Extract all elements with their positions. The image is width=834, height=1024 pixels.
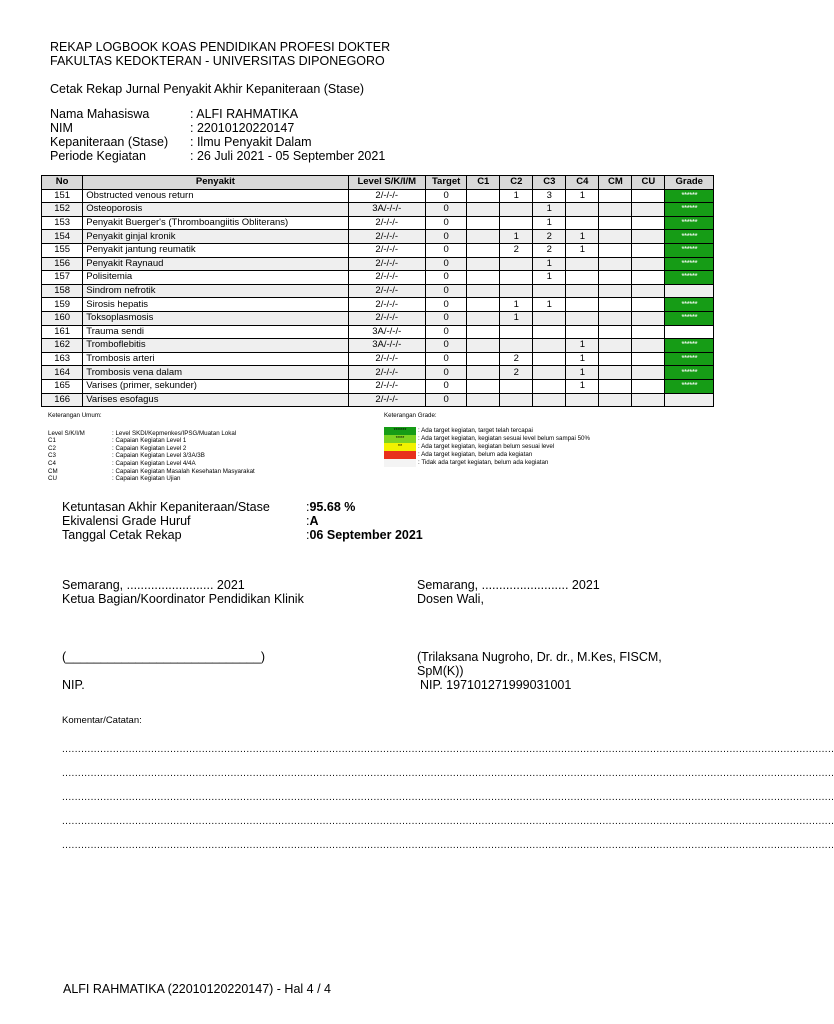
cell-c2: 1 [500,230,533,244]
cell-disease: Penyakit Buerger's (Thromboangiitis Obliterans) [83,216,348,230]
cell-target: 0 [425,284,466,298]
cell-cu [632,379,665,393]
cell-cu [632,203,665,217]
cell-c2 [500,393,533,407]
cell-no: 161 [42,325,83,339]
column-header: C2 [500,176,533,190]
cell-level: 2/-/-/- [348,271,425,285]
cell-c1 [467,393,500,407]
cell-c2 [500,379,533,393]
cell-c1 [467,325,500,339]
header-line-2: FAKULTAS KEDOKTERAN - UNIVERSITAS DIPONEGORO [50,54,385,68]
signature-right-nip: NIP. 197101271999031001 [420,678,572,692]
cell-disease: Varises esofagus [83,393,348,407]
table-row [42,243,714,257]
legend-grade-title: Keterangan Grade: [384,412,437,419]
cell-c3: 1 [533,271,566,285]
cell-c2 [500,257,533,271]
cell-target: 0 [425,311,466,325]
cell-level: 2/-/-/- [348,257,425,271]
cell-level: 2/-/-/- [348,379,425,393]
cell-c3: 2 [533,230,566,244]
info-row [50,107,385,121]
cell-disease: Trombosis vena dalam [83,366,348,380]
cell-no: 157 [42,271,83,285]
signature-left [62,578,304,606]
table-row [42,339,714,353]
result-row [62,514,423,528]
cell-c1 [467,189,500,203]
cell-c1 [467,203,500,217]
legend-desc: : Tidak ada target kegiatan, belum ada kegiatan [418,458,549,466]
cell-c2 [500,339,533,353]
cell-grade: ****** [665,271,714,285]
result-value: A [309,514,319,528]
legend-key: CM [48,467,58,475]
table-row [42,189,714,203]
column-header: Grade [665,176,714,190]
cell-target: 0 [425,339,466,353]
legend-grade-item [384,459,590,467]
legend-desc: : Ada target kegiatan, target telah tercapai [418,426,533,434]
cell-c3: 2 [533,243,566,257]
page-footer: ALFI RAHMATIKA (22010120220147) - Hal 4 / 4 [63,982,331,996]
cell-level: 2/-/-/- [348,393,425,407]
cell-grade: ****** [665,216,714,230]
cell-target: 0 [425,393,466,407]
cell-grade: ****** [665,352,714,366]
cell-cm [599,216,632,230]
cell-cm [599,339,632,353]
disease-table [41,175,714,407]
table-body [42,189,714,407]
cell-grade [665,325,714,339]
cell-c2: 1 [500,311,533,325]
cell-cm [599,352,632,366]
cell-c1 [467,352,500,366]
result-value: 95.68 % [309,500,356,514]
result-colon: : [306,514,310,528]
header-line-1: REKAP LOGBOOK KOAS PENDIDIKAN PROFESI DOKTER [50,40,391,54]
cell-cm [599,271,632,285]
cell-c3 [533,379,566,393]
legend-desc: : Ada target kegiatan, kegiatan belum sesuai level [418,442,555,450]
cell-cm [599,203,632,217]
cell-cu [632,298,665,312]
grade-swatch: ****** [384,427,416,435]
cell-c4 [566,298,599,312]
legend-general-item [48,437,255,445]
cell-c2: 2 [500,366,533,380]
cell-c4: 1 [566,243,599,257]
cell-disease: Trauma sendi [83,325,348,339]
cell-cm [599,379,632,393]
cell-c3: 1 [533,257,566,271]
cell-grade [665,284,714,298]
column-header: Level S/K/I/M [348,176,425,190]
signature-left-place-date: Semarang, ......................... 2021 [62,578,245,592]
cell-cu [632,393,665,407]
result-label: Ekivalensi Grade Huruf [62,514,191,528]
cell-no: 154 [42,230,83,244]
cell-level: 2/-/-/- [348,352,425,366]
cell-cm [599,189,632,203]
cell-cu [632,257,665,271]
cell-cu [632,366,665,380]
cell-c1 [467,366,500,380]
legend-desc: : Level SKDI/Kepmenkes/IPSG/Muatan Lokal [112,429,237,437]
cell-level: 2/-/-/- [348,216,425,230]
legend-general-list [48,430,255,483]
cell-grade: ****** [665,257,714,271]
column-header: C4 [566,176,599,190]
cell-c2: 1 [500,189,533,203]
cell-c4: 1 [566,366,599,380]
info-label: Periode Kegiatan [50,149,146,163]
cell-target: 0 [425,216,466,230]
cell-level: 3A/-/-/- [348,203,425,217]
result-label: Ketuntasan Akhir Kepaniteraan/Stase [62,500,270,514]
legend-general-item [48,475,255,483]
cell-c4 [566,325,599,339]
cell-cu [632,311,665,325]
cell-c1 [467,311,500,325]
column-header: CU [632,176,665,190]
info-value: : 22010120220147 [190,121,295,135]
legend-key: CU [48,475,57,483]
cell-no: 156 [42,257,83,271]
cell-disease: Osteoporosis [83,203,348,217]
cell-grade: ****** [665,230,714,244]
legend-key: C2 [48,444,56,452]
legend-grade-list [384,427,590,467]
cell-no: 159 [42,298,83,312]
table-row [42,393,714,407]
legend-grade-item [384,451,590,459]
cell-cu [632,189,665,203]
cell-cu [632,339,665,353]
table-row [42,298,714,312]
cell-c3: 1 [533,298,566,312]
cell-c4 [566,393,599,407]
legend-desc: : Capaian Kegiatan Ujian [112,475,181,483]
cell-disease: Toksoplasmosis [83,311,348,325]
document-subtitle: Cetak Rekap Jurnal Penyakit Akhir Kepaniteraan (Stase) [50,82,365,96]
table-row [42,311,714,325]
cell-no: 164 [42,366,83,380]
cell-cm [599,325,632,339]
cell-c4 [566,284,599,298]
cell-cu [632,216,665,230]
cell-target: 0 [425,230,466,244]
result-row [62,500,423,514]
cell-c4: 1 [566,352,599,366]
legend-desc: : Capaian Kegiatan Level 2 [112,444,187,452]
comment-label: Komentar/Catatan: [62,715,142,726]
cell-target: 0 [425,243,466,257]
cell-cm [599,366,632,380]
cell-cm [599,243,632,257]
comment-line: ................................................................................................................................................................................................................................................... [62,840,834,851]
signature-left-nip: NIP. [62,678,85,692]
table-row [42,271,714,285]
legend-desc: : Ada target kegiatan, kegiatan sesuai level belum sampai 50% [418,434,590,442]
cell-cm [599,230,632,244]
cell-c3 [533,325,566,339]
cell-grade: ****** [665,243,714,257]
legend-desc: : Capaian Kegiatan Level 4/4A [112,459,196,467]
cell-disease: Varises (primer, sekunder) [83,379,348,393]
cell-c4: 1 [566,339,599,353]
result-summary [62,500,423,542]
legend-grade-item [384,427,590,435]
cell-c4 [566,311,599,325]
cell-disease: Sirosis hepatis [83,298,348,312]
comment-line: ................................................................................................................................................................................................................................................... [62,792,834,803]
legend-key: C3 [48,452,56,460]
table-row [42,366,714,380]
cell-c1 [467,271,500,285]
info-label: NIM [50,121,73,135]
table-row [42,230,714,244]
cell-target: 0 [425,352,466,366]
info-label: Nama Mahasiswa [50,107,150,121]
cell-c2 [500,271,533,285]
legend-general-item [48,430,255,438]
cell-no: 165 [42,379,83,393]
result-row [62,528,423,542]
cell-disease: Tromboflebitis [83,339,348,353]
table-row [42,216,714,230]
info-row [50,135,385,149]
cell-c3 [533,366,566,380]
signature-left-name-line: (____________________________) [62,650,265,664]
cell-c1 [467,284,500,298]
cell-c3: 3 [533,189,566,203]
cell-disease: Penyakit Raynaud [83,257,348,271]
cell-level: 2/-/-/- [348,284,425,298]
cell-grade: ****** [665,339,714,353]
info-value: : Ilmu Penyakit Dalam [190,135,312,149]
legend-grade-item [384,435,590,443]
legend-general-item [48,468,255,476]
legend-general [48,412,255,483]
cell-target: 0 [425,325,466,339]
cell-disease: Penyakit ginjal kronik [83,230,348,244]
cell-c3: 1 [533,203,566,217]
cell-c4: 1 [566,189,599,203]
cell-no: 153 [42,216,83,230]
cell-c4 [566,216,599,230]
cell-c1 [467,216,500,230]
cell-disease: Obstructed venous return [83,189,348,203]
signature-right-name-line-2: SpM(K)) [417,664,464,678]
table-row [42,284,714,298]
cell-target: 0 [425,298,466,312]
cell-c2: 2 [500,243,533,257]
cell-c2 [500,284,533,298]
legend-desc: : Capaian Kegiatan Level 1 [112,437,187,445]
cell-c4 [566,271,599,285]
result-colon: : [306,500,310,514]
cell-c4: 1 [566,379,599,393]
result-label: Tanggal Cetak Rekap [62,528,182,542]
cell-cm [599,393,632,407]
grade-swatch: **** [384,435,416,443]
cell-grade: ****** [665,189,714,203]
cell-level: 2/-/-/- [348,298,425,312]
comment-line: ................................................................................................................................................................................................................................................... [62,768,834,779]
cell-level: 2/-/-/- [348,366,425,380]
legend-key: C1 [48,437,56,445]
legend-desc: : Ada target kegiatan, belum ada kegiatan [418,450,533,458]
cell-no: 158 [42,284,83,298]
signature-right-name [417,650,662,678]
cell-cu [632,243,665,257]
student-info [50,107,385,163]
comment-line: ................................................................................................................................................................................................................................................... [62,816,834,827]
grade-swatch: ** [384,443,416,451]
cell-c2 [500,203,533,217]
column-header: C1 [467,176,500,190]
signature-right-place-date: Semarang, ......................... 2021 [417,578,600,592]
info-value: : ALFI RAHMATIKA [190,107,299,121]
table-row [42,203,714,217]
cell-grade: ****** [665,379,714,393]
cell-cu [632,284,665,298]
cell-c3: 1 [533,216,566,230]
info-value: : 26 Juli 2021 - 05 September 2021 [190,149,386,163]
cell-c2: 1 [500,298,533,312]
cell-c3 [533,352,566,366]
cell-no: 151 [42,189,83,203]
cell-cu [632,352,665,366]
cell-target: 0 [425,203,466,217]
cell-c3 [533,393,566,407]
column-header: CM [599,176,632,190]
cell-no: 163 [42,352,83,366]
table-row [42,325,714,339]
table-row [42,257,714,271]
cell-grade [665,393,714,407]
legend-desc: : Capaian Kegiatan Masalah Kesehatan Masyarakat [112,467,255,475]
grade-swatch [384,459,416,467]
signature-right [417,578,600,606]
legend-general-item [48,445,255,453]
legend-general-item [48,460,255,468]
cell-disease: Polisitemia [83,271,348,285]
legend-key: Level S/K/I/M [48,429,85,437]
cell-no: 152 [42,203,83,217]
cell-c2 [500,325,533,339]
table-header-row [42,176,714,190]
cell-level: 3A/-/-/- [348,339,425,353]
table-row [42,352,714,366]
legend-desc: : Capaian Kegiatan Level 3/3A/3B [112,452,205,460]
signature-right-name-line-1: (Trilaksana Nugroho, Dr. dr., M.Kes, FISCM, [417,650,662,664]
cell-grade: ****** [665,203,714,217]
info-row [50,149,385,163]
result-value: 06 September 2021 [309,528,423,542]
cell-cu [632,325,665,339]
cell-level: 2/-/-/- [348,230,425,244]
cell-disease: Sindrom nefrotik [83,284,348,298]
column-header: Penyakit [83,176,348,190]
cell-cm [599,257,632,271]
signature-left-role: Ketua Bagian/Koordinator Pendidikan Klinik [62,592,304,606]
cell-no: 155 [42,243,83,257]
cell-disease: Penyakit jantung reumatik [83,243,348,257]
column-header: Target [425,176,466,190]
legend-grade-item [384,443,590,451]
info-row [50,121,385,135]
cell-grade: ****** [665,311,714,325]
column-header: No [42,176,83,190]
info-label: Kepaniteraan (Stase) [50,135,169,149]
legend-general-item [48,452,255,460]
cell-c1 [467,379,500,393]
cell-c4: 1 [566,230,599,244]
grade-swatch [384,451,416,459]
cell-c2: 2 [500,352,533,366]
cell-target: 0 [425,257,466,271]
cell-grade: ****** [665,298,714,312]
cell-c2 [500,216,533,230]
column-header: C3 [533,176,566,190]
cell-no: 160 [42,311,83,325]
cell-disease: Trombosis arteri [83,352,348,366]
comment-line: ................................................................................................................................................................................................................................................... [62,744,834,755]
cell-target: 0 [425,379,466,393]
cell-cm [599,311,632,325]
cell-c4 [566,203,599,217]
cell-level: 3A/-/-/- [348,325,425,339]
cell-no: 162 [42,339,83,353]
signature-right-role: Dosen Wali, [417,592,484,606]
cell-level: 2/-/-/- [348,243,425,257]
cell-target: 0 [425,366,466,380]
legend-key: C4 [48,459,56,467]
cell-cu [632,271,665,285]
cell-c1 [467,339,500,353]
cell-cm [599,284,632,298]
cell-target: 0 [425,271,466,285]
legend-general-title: Keterangan Umum: [48,412,102,419]
cell-target: 0 [425,189,466,203]
result-colon: : [306,528,310,542]
cell-c4 [566,257,599,271]
document-header [50,40,390,68]
cell-c3 [533,284,566,298]
cell-c3 [533,339,566,353]
cell-c1 [467,257,500,271]
cell-level: 2/-/-/- [348,189,425,203]
table-row [42,379,714,393]
cell-c3 [533,311,566,325]
cell-grade: ****** [665,366,714,380]
cell-c1 [467,298,500,312]
cell-c1 [467,230,500,244]
cell-level: 2/-/-/- [348,311,425,325]
cell-no: 166 [42,393,83,407]
legend-grade [384,412,590,467]
cell-cm [599,298,632,312]
cell-cu [632,230,665,244]
cell-c1 [467,243,500,257]
